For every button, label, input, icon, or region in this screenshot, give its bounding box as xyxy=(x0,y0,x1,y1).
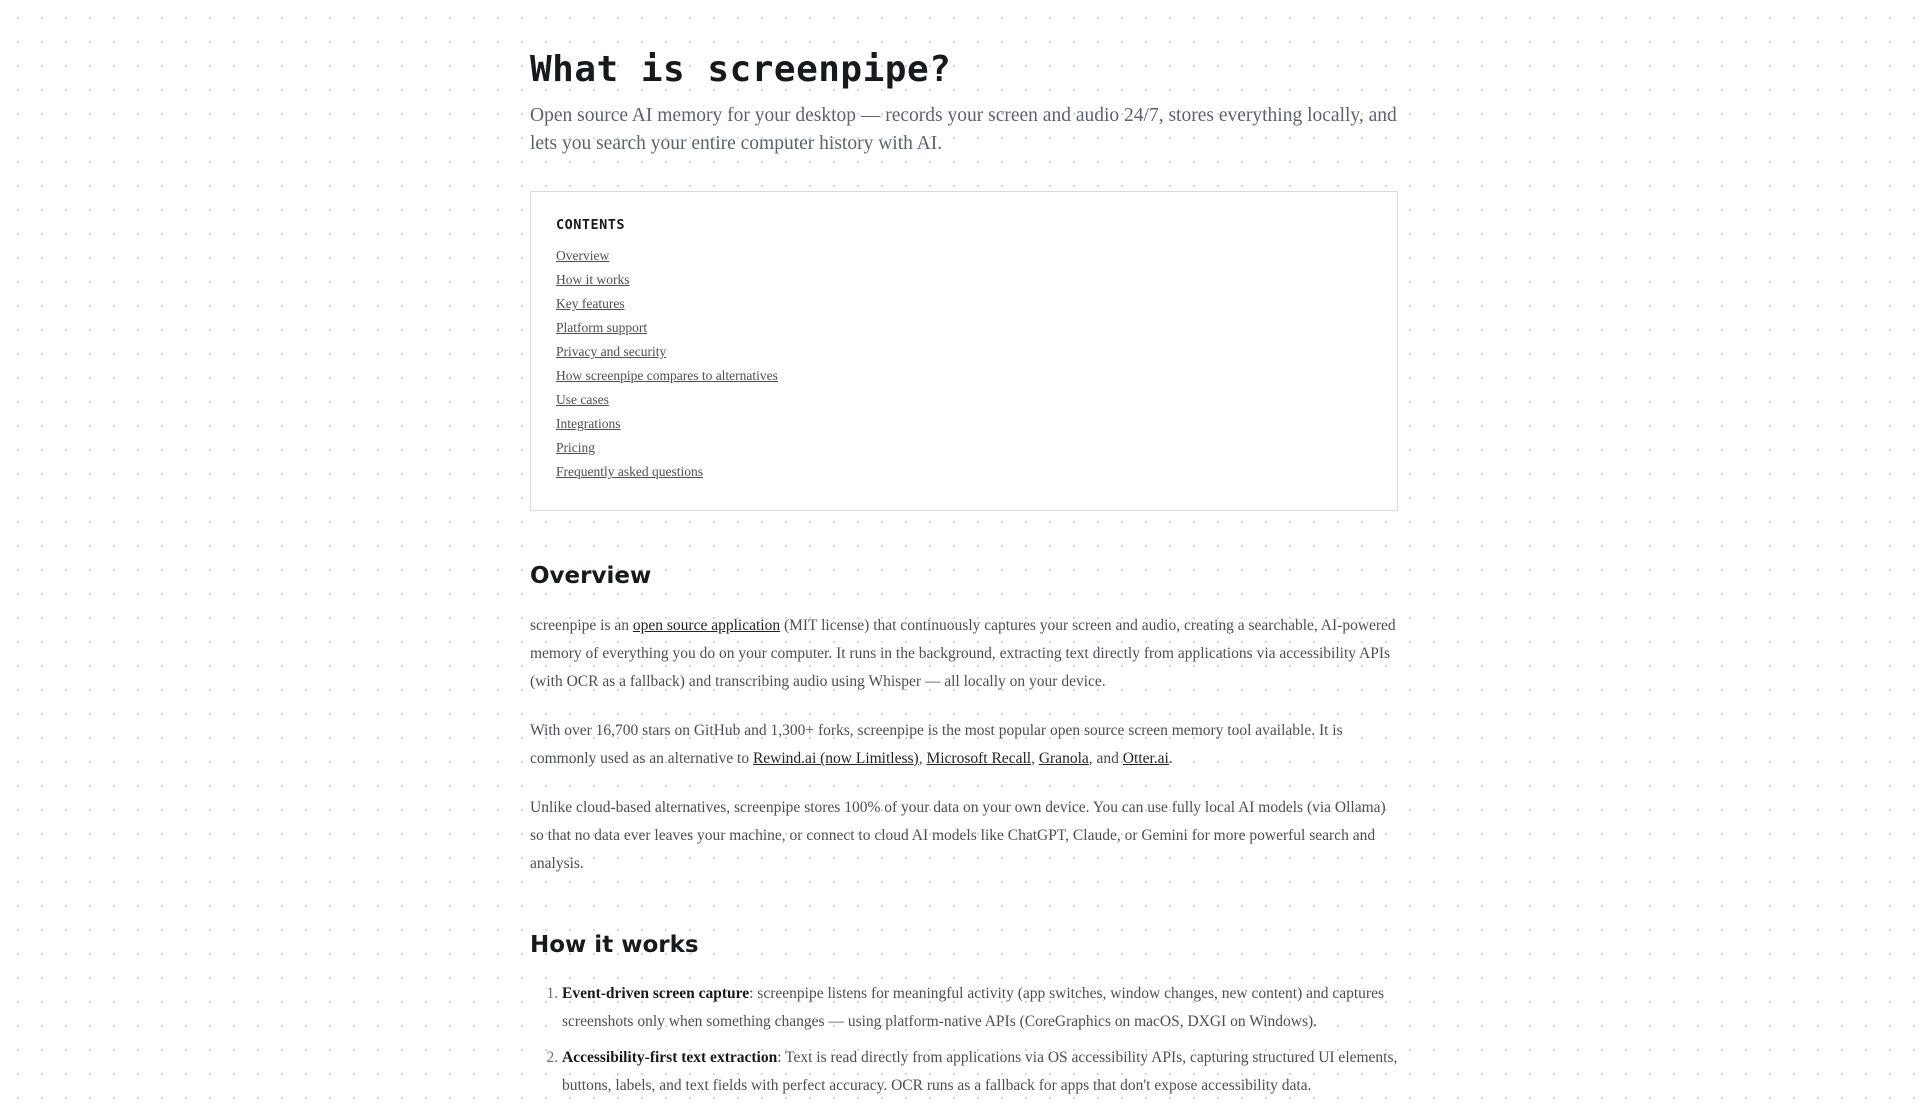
page-subtitle: Open source AI memory for your desktop — records your screen and audio 24/7, stores everything locally, and lets you search your entire computer history with AI. xyxy=(530,105,1397,154)
step-title: Event-driven screen capture xyxy=(562,985,750,1002)
text-span: , xyxy=(1031,750,1039,767)
toc-item xyxy=(556,268,1373,292)
text-span: With over 16,700 stars on GitHub and 1,300+ forks, screenpipe is the most popular open source screen memory tool available. It is commonly used as an alternative to xyxy=(530,722,1343,767)
table-of-contents xyxy=(530,191,1398,511)
toc-item xyxy=(556,364,1373,388)
list-item xyxy=(562,980,1398,1036)
text-span: . xyxy=(1168,750,1173,767)
toc-item xyxy=(556,244,1373,268)
overview-heading: Overview xyxy=(530,563,652,589)
step-title: Accessibility-first text extraction xyxy=(562,1049,778,1066)
rewind-link[interactable]: Rewind.ai (now Limitless) xyxy=(752,750,919,767)
overview-paragraph-3: Unlike cloud-based alternatives, screenpipe stores 100% of your data on your own device. You can use fully local AI models (via Ollama) so that no data ever leaves your machine, or connect to cloud AI models like ChatGPT, Claude, or Gemini for more powerful search and analysis. xyxy=(530,799,1386,872)
otter-link[interactable]: Otter.ai xyxy=(1122,750,1169,767)
toc-link-use-cases[interactable]: Use cases xyxy=(556,392,609,407)
toc-link-platform-support[interactable]: Platform support xyxy=(556,320,648,335)
text-span: , and xyxy=(1088,750,1123,767)
toc-item xyxy=(556,460,1373,484)
how-it-works-heading: How it works xyxy=(530,932,699,958)
open-source-link[interactable]: open source application xyxy=(632,617,781,634)
toc-list xyxy=(556,244,1373,484)
text-span: , xyxy=(918,750,927,767)
toc-link-comparisons[interactable]: How screenpipe compares to alternatives xyxy=(556,368,778,383)
toc-link-integrations[interactable]: Integrations xyxy=(556,416,621,431)
toc-item xyxy=(556,292,1373,316)
text-span: (MIT license) that continuously captures your screen and audio, creating a searchable, AI-powered memory of everything you do on your computer. It runs in the background, extracting text directly from applications via accessibility APIs (with OCR as a fallback) and transcribing audio using Whisper — all locally on your device. xyxy=(530,617,1396,690)
step-text: : Text is read directly from applications via OS accessibility APIs, capturing structured UI elements, buttons, labels, and text fields with perfect accuracy. OCR runs as a fallback for apps that don't expose accessibility data. xyxy=(562,1049,1398,1094)
toc-item xyxy=(556,316,1373,340)
list-item xyxy=(562,1044,1398,1100)
toc-link-key-features[interactable]: Key features xyxy=(556,296,625,311)
article xyxy=(530,0,1398,1108)
toc-item xyxy=(556,388,1373,412)
page-title: What is screenpipe? xyxy=(530,49,952,90)
step-text: : screenpipe listens for meaningful activity (app switches, window changes, new content) and captures screenshots only when something changes — using platform-native APIs (CoreGraphics on macOS, DXGI on Windows). xyxy=(562,985,1384,1030)
overview-paragraph-2 xyxy=(530,717,1398,773)
overview-paragraph-1 xyxy=(530,612,1398,696)
toc-item xyxy=(556,412,1373,436)
granola-link[interactable]: Granola xyxy=(1038,750,1089,767)
toc-title: CONTENTS xyxy=(556,217,626,233)
toc-link-pricing[interactable]: Pricing xyxy=(556,440,595,455)
toc-item xyxy=(556,340,1373,364)
toc-link-overview[interactable]: Overview xyxy=(556,248,610,263)
toc-link-faq[interactable]: Frequently asked questions xyxy=(556,464,703,479)
toc-item xyxy=(556,436,1373,460)
text-span: screenpipe is an xyxy=(530,617,633,634)
microsoft-recall-link[interactable]: Microsoft Recall xyxy=(926,750,1032,767)
toc-link-privacy-security[interactable]: Privacy and security xyxy=(556,344,667,359)
toc-link-how-it-works[interactable]: How it works xyxy=(556,272,630,287)
how-it-works-list xyxy=(530,980,1398,1100)
